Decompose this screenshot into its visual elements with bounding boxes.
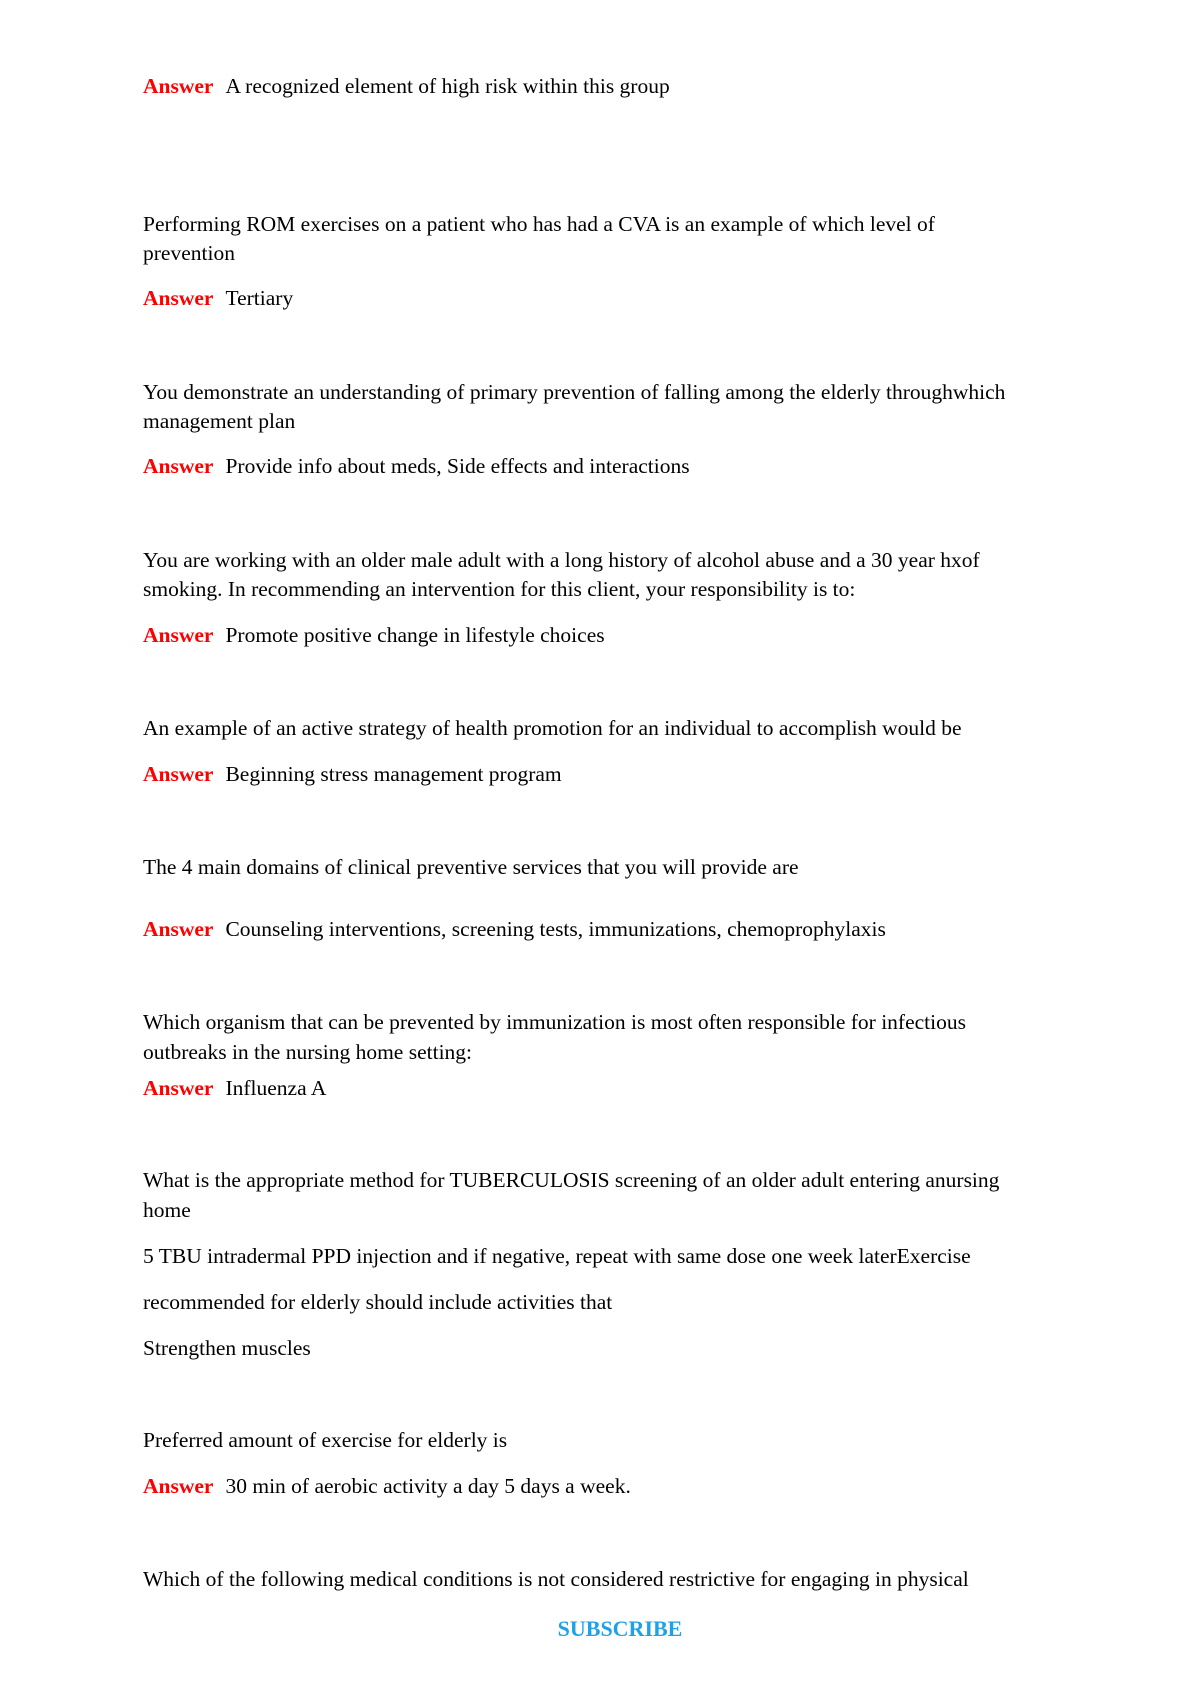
question-line: home [143,1198,191,1222]
answer-text-line: 5 TBU intradermal PPD injection and if negative, repeat with same dose one week laterExercise [143,1244,971,1268]
answer-text: 30 min of aerobic activity a day 5 days a week. [225,1474,631,1498]
answer-text: Tertiary [225,286,294,310]
answer-text-line: Strengthen muscles [143,1336,311,1360]
question-line: Preferred amount of exercise for elderly is [143,1428,508,1452]
answer-line [143,283,293,314]
question-line: What is the appropriate method for TUBERCULOSIS screening of an older adult entering anursing [143,1168,1000,1192]
answer-label: Answer [143,623,214,647]
answer-text: Provide info about meds, Side effects and interactions [225,454,690,478]
answer-label: Answer [143,762,214,786]
answer-line [143,620,605,651]
question-line: recommended for elderly should include activities that [143,1290,613,1314]
question-line: smoking. In recommending an intervention for this client, your responsibility is to: [143,577,856,601]
answer-line [143,759,562,790]
question-line: prevention [143,241,235,265]
question-line: You demonstrate an understanding of primary prevention of falling among the elderly throughwhich [143,380,1006,404]
answer-label: Answer [143,286,214,310]
answer-line [143,1471,631,1502]
question-line: You are working with an older male adult with a long history of alcohol abuse and a 30 year hxof [143,548,980,572]
answer-line [143,1073,326,1104]
answer-text: A recognized element of high risk within this group [225,74,670,98]
answer-line [143,71,670,102]
question-line: management plan [143,409,296,433]
answer-label: Answer [143,917,214,941]
question-line: Performing ROM exercises on a patient who has had a CVA is an example of which level of [143,212,935,236]
answer-text: Promote positive change in lifestyle choices [225,623,605,647]
question-line: Which of the following medical conditions is not considered restrictive for engaging in physical [143,1567,969,1591]
answer-label: Answer [143,74,214,98]
question-line: The 4 main domains of clinical preventive services that you will provide are [143,855,799,879]
question-line: outbreaks in the nursing home setting: [143,1040,473,1064]
answer-line [143,451,690,482]
answer-text: Counseling interventions, screening tests, immunizations, chemoprophylaxis [225,917,886,941]
question-line: An example of an active strategy of health promotion for an individual to accomplish would be [143,716,962,740]
subscribe-link[interactable]: SUBSCRIBE [557,1616,683,1641]
answer-label: Answer [143,1474,214,1498]
question-line: Which organism that can be prevented by immunization is most often responsible for infectious [143,1010,966,1034]
answer-text: Beginning stress management program [225,762,562,786]
answer-label: Answer [143,454,214,478]
answer-text: Influenza A [225,1076,327,1100]
answer-line [143,914,886,945]
answer-label: Answer [143,1076,214,1100]
